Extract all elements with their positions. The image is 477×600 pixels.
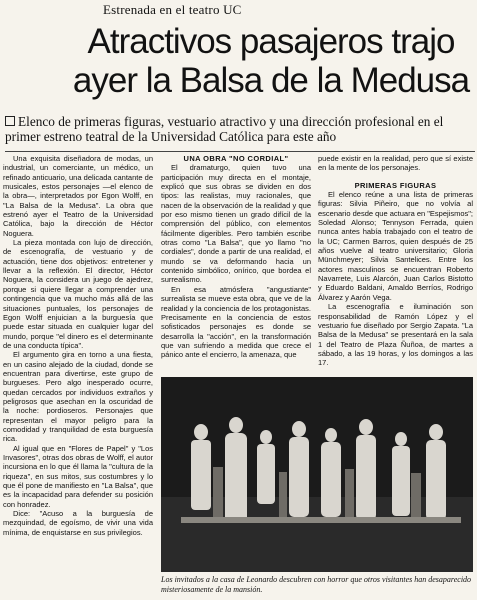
photo-caption: Los invitados a la casa de Leonardo descubren con horror que otros visitantes han desaparecido misteriosamente de la mansión. xyxy=(161,575,472,594)
column-3 xyxy=(318,154,473,368)
deck-text: Elenco de primeras figuras, vestuario atractivo y una dirección profesional en el primer estreno teatral de la Universidad Católica para este año xyxy=(5,114,444,144)
paragraph: Dice: "Acuso a la burguesía de mezquindad, de egoísmo, de vivir una vida mínima, de enquistarse en sus privilegios. xyxy=(3,509,153,537)
paragraph: Una exquisita diseñadora de modas, un industrial, un comerciante, un médico, un refinado anticuario, una delicada cantante de musicales, estos personajes —el elenco de la obra—, interpretados por Egon Wolff, en "La Balsa de la Medusa". La obra que estrenó ayer el Teatro de la Universidad Católica, bajo la dirección de Héctor Noguera. xyxy=(3,154,153,238)
paragraph: puede existir en la realidad, pero que sí existe en la mente de los personajes. xyxy=(318,154,473,173)
kicker: Estrenada en el teatro UC xyxy=(103,2,242,17)
divider xyxy=(5,151,475,152)
paragraph: La pieza montada con lujo de dirección, de escenografía, de vestuario y de actuación, tiene dos objetivos: entretener y llevar a la reflexión. El director, Héctor Noguera, la considera un juego de ajedrez, porque si quiere llegar a comprender una contingencia que va mucho más allá de las situaciones puntuales, los personajes de Egon Wolff enjuician a la burguesía que puede estar situada en cualquier lugar del mundo, porque "el dinero es el determinante de una conducta típica". xyxy=(3,238,153,350)
subhead: PRIMERAS FIGURAS xyxy=(354,180,437,190)
subhead: UNA OBRA "NO CORDIAL" xyxy=(183,154,289,163)
paragraph: En esa atmósfera "angustiante" surrealista se mueve esta obra, que ve de la realidad y la conciencia de los protagonistas. Precisamente en la conciencia de estos sofisticados personajes es donde se desarrolla la "acción", en la transformación que van sufriendo a medida que crece el pánico ante el encierro, la amenaza, que xyxy=(161,284,311,360)
paragraph: El elenco reúne a una lista de primeras figuras: Silvia Piñeiro, que no volvía al escenario desde que actuara en "Espejismos"; Soledad Alonso; Tennyson Ferrada, quien nunca antes había trabajado con el teatro de la UC; Carmen Barros, quien después de 25 años vuelve al teatro universitario; Gloria Münchmeyer; Silvia Santelices. Entre los actores masculinos se encuentran Roberto Navarrete, Luis Alarcón, Juan Carlos Bistotto y Eduardo Baldani, Amaldo Berríos, Rodrigo Álvarez y Aarón Vega. xyxy=(318,190,473,302)
paragraph: Al igual que en "Flores de Papel" y "Los Invasores", otras dos obras de Wolff, el autor incursiona en lo que él llama la "cultura de la riqueza", en sus mitos, sus costumbres y lo que él pone de manifiesto en "La Balsa", que es la incapacidad para defender su posición con honradez. xyxy=(3,443,153,509)
paragraph: El argumento gira en torno a una fiesta, en un casino alejado de la ciudad, donde se encuentran para divertirse, este grupo de burgueses. Pero algo inesperado ocurre, quedan cercados por individuos extraños y peligrosos que asechan en la oscuridad de la noche: pordioseros. Personajes que representan el mayor peligro para la comodidad y tranquilidad de esta burguesía rica. xyxy=(3,350,153,444)
cast-photo xyxy=(161,377,473,572)
headline-line-1: Atractivos pasajeros trajo xyxy=(87,22,455,61)
deck xyxy=(5,114,475,144)
paragraph: La escenografía e iluminación son responsabilidad de Ramón López y el vestuario fue diseñado por Sergio Zapata. "La Balsa de la Medusa" se presentará en la sala 1 del Teatro de Plaza Ñuñoa, de martes a sábado, a las 19 horas, y los domingos a las 17. xyxy=(318,302,473,368)
column-1 xyxy=(3,154,153,537)
headline xyxy=(66,22,476,100)
square-bullet-icon xyxy=(5,116,15,126)
column-2 xyxy=(161,154,311,360)
paragraph: El dramaturgo, quien tuvo una participación muy directa en el montaje, explicó que sus obras se dividen en dos tipos: las realistas, muy racionales, que nacen de la observación de la realidad y que por eso mismo tienen un grado difícil de la comprensión del público, con elementos fácilmente digeribles. Pero también escribe otras como "La Balsa", que yo llamo "no cordiales", donde a partir de una realidad, el mundo se va deformando hacia un contenido simbólico, onírico, que bordea el surrealismo. xyxy=(161,163,311,285)
headline-line-2: ayer la Balsa de la Medusa xyxy=(72,61,470,100)
